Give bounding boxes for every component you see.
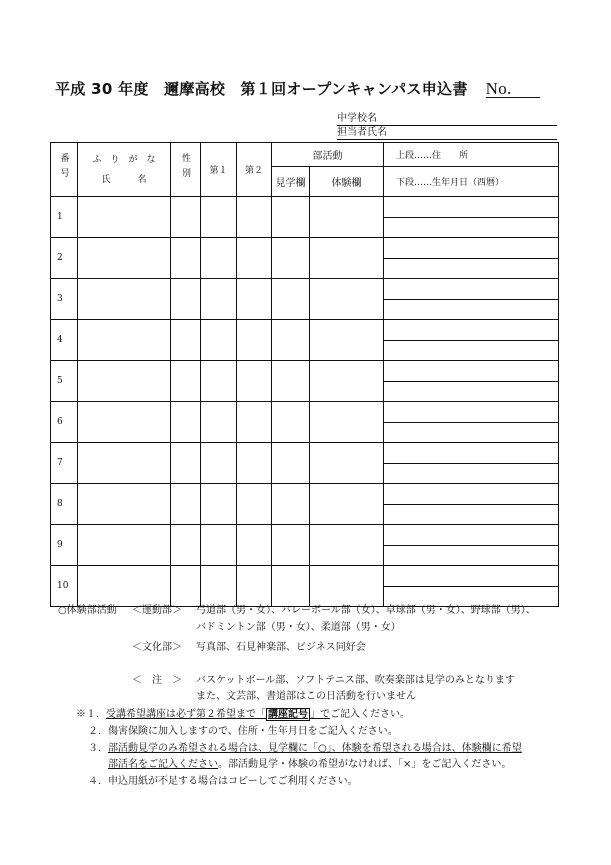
first-choice-cell[interactable] (201, 320, 237, 361)
header-observe: 見学欄 (272, 167, 310, 197)
address-cell[interactable] (384, 238, 559, 279)
sex-cell[interactable] (171, 238, 201, 279)
table-row (51, 197, 559, 238)
birthdate-line[interactable] (384, 464, 558, 483)
address-cell[interactable] (384, 197, 559, 238)
table-row (51, 238, 559, 279)
sex-cell[interactable] (171, 484, 201, 525)
header-second-choice: 第２ (237, 143, 272, 197)
second-choice-cell[interactable] (237, 197, 272, 238)
first-choice-cell[interactable] (201, 443, 237, 484)
table-row (51, 402, 559, 443)
first-choice-cell[interactable] (201, 402, 237, 443)
address-line[interactable] (384, 362, 558, 382)
address-line[interactable] (384, 280, 558, 300)
note-observe-only: バスケットボール部、ソフトテニス部、吹奏楽部は見学のみとなります (196, 675, 515, 686)
birthdate-line[interactable] (384, 423, 558, 442)
header-trial: 体験欄 (310, 167, 384, 197)
first-choice-cell[interactable] (201, 197, 237, 238)
sex-cell[interactable] (171, 402, 201, 443)
second-choice-cell[interactable] (237, 238, 272, 279)
row-number: 9 (51, 525, 78, 566)
address-cell[interactable] (384, 320, 559, 361)
second-choice-cell[interactable] (237, 320, 272, 361)
form-title-text: 平成 30 年度 邇摩高校 第１回オープンキャンパス申込書 (55, 80, 468, 98)
first-choice-cell[interactable] (201, 566, 237, 607)
trial-cell[interactable] (310, 279, 384, 320)
observe-cell[interactable] (272, 361, 310, 402)
sports-clubs-list-cont: バドミントン部（男・女）、柔道部（男・女） (196, 622, 401, 633)
name-cell[interactable] (78, 484, 171, 525)
application-table (50, 142, 559, 607)
address-line[interactable] (384, 403, 558, 423)
birthdate-line[interactable] (384, 259, 558, 278)
row-number: 7 (51, 443, 78, 484)
observe-cell[interactable] (272, 320, 310, 361)
sex-cell[interactable] (171, 443, 201, 484)
address-line[interactable] (384, 444, 558, 464)
header-number: 番号 (51, 143, 78, 197)
sex-cell[interactable] (171, 566, 201, 607)
sports-clubs-label: ＜運動部＞ (132, 605, 182, 616)
trial-cell[interactable] (310, 320, 384, 361)
trial-cell[interactable] (310, 402, 384, 443)
name-cell[interactable] (78, 402, 171, 443)
observe-cell[interactable] (272, 525, 310, 566)
observe-cell[interactable] (272, 566, 310, 607)
address-line[interactable] (384, 321, 558, 341)
note-3-cont: 部活名をご記入ください。部活動見学・体験の希望がなければ、「×」をご記入ください。 (108, 759, 512, 770)
name-cell[interactable] (78, 238, 171, 279)
name-cell[interactable] (78, 525, 171, 566)
sports-clubs-list: 弓道部（男・女）、バレーボール部（女）、卓球部（男・女）、野球部（男）、 (196, 605, 536, 616)
header-address: 上段……住 所 (384, 143, 559, 167)
note-label: ＜ 注 ＞ (132, 675, 182, 686)
table-row (51, 279, 559, 320)
note-4: ４．申込用紙が不足する場合はコピーしてご利用ください。 (88, 776, 358, 787)
first-choice-cell[interactable] (201, 525, 237, 566)
culture-clubs-label: ＜文化部＞ (132, 642, 182, 653)
table-row (51, 320, 559, 361)
address-cell[interactable] (384, 484, 559, 525)
header-birthdate: 下段……生年月日（西暦） (384, 167, 559, 197)
row-number: 1 (51, 197, 78, 238)
school-name-field[interactable]: 中学校名 (337, 113, 557, 126)
birthdate-line[interactable] (384, 382, 558, 401)
address-line[interactable] (384, 198, 558, 218)
form-title (55, 78, 565, 99)
second-choice-cell[interactable] (237, 402, 272, 443)
row-number: 6 (51, 402, 78, 443)
row-number: 5 (51, 361, 78, 402)
observe-cell[interactable] (272, 402, 310, 443)
note-3: ３．部活動見学のみ希望される場合は、見学欄に「○」、体験を希望される場合は、体験欄に希望 (88, 743, 522, 754)
address-line[interactable] (384, 526, 558, 546)
trial-cell[interactable] (310, 566, 384, 607)
sex-cell[interactable] (171, 525, 201, 566)
form-number-label: No. (486, 80, 540, 98)
name-cell[interactable] (78, 566, 171, 607)
sex-cell[interactable] (171, 197, 201, 238)
second-choice-cell[interactable] (237, 566, 272, 607)
second-choice-cell[interactable] (237, 484, 272, 525)
row-number: 8 (51, 484, 78, 525)
table-row (51, 484, 559, 525)
first-choice-cell[interactable] (201, 279, 237, 320)
second-choice-cell[interactable] (237, 525, 272, 566)
row-number: 2 (51, 238, 78, 279)
first-choice-cell[interactable] (201, 484, 237, 525)
name-cell[interactable] (78, 279, 171, 320)
header-first-choice: 第１ (201, 143, 237, 197)
teacher-name-field[interactable]: 担当者氏名 (337, 127, 557, 140)
trial-cell[interactable] (310, 484, 384, 525)
header-club: 部活動 (272, 143, 384, 167)
header-sex: 性別 (171, 143, 201, 197)
address-line[interactable] (384, 239, 558, 259)
second-choice-cell[interactable] (237, 443, 272, 484)
birthdate-line[interactable] (384, 300, 558, 319)
address-cell[interactable] (384, 402, 559, 443)
table-row (51, 361, 559, 402)
address-cell[interactable] (384, 361, 559, 402)
address-line[interactable] (384, 485, 558, 505)
note-no-activity: また、文芸部、書道部はこの日活動を行いません (196, 691, 416, 702)
address-cell[interactable] (384, 566, 559, 607)
trial-cell[interactable] (310, 525, 384, 566)
observe-cell[interactable] (272, 238, 310, 279)
culture-clubs-list: 写真部、石見神楽部、ビジネス同好会 (196, 642, 366, 653)
first-choice-cell[interactable] (201, 361, 237, 402)
sex-cell[interactable] (171, 279, 201, 320)
birthdate-line[interactable] (384, 505, 558, 524)
address-cell[interactable] (384, 525, 559, 566)
sex-cell[interactable] (171, 361, 201, 402)
address-cell[interactable] (384, 443, 559, 484)
observe-cell[interactable] (272, 443, 310, 484)
table-row (51, 443, 559, 484)
note-1: ※１．受講希望講座は必ず第２希望まで「 講座記号 」でご記入ください。 (76, 709, 410, 720)
name-cell[interactable] (78, 320, 171, 361)
name-cell[interactable] (78, 443, 171, 484)
birthdate-line[interactable] (384, 341, 558, 360)
observe-cell[interactable] (272, 484, 310, 525)
name-cell[interactable] (78, 197, 171, 238)
address-cell[interactable] (384, 279, 559, 320)
trial-cell[interactable] (310, 238, 384, 279)
first-choice-cell[interactable] (201, 238, 237, 279)
sex-cell[interactable] (171, 320, 201, 361)
trial-cell[interactable] (310, 197, 384, 238)
observe-cell[interactable] (272, 279, 310, 320)
address-line[interactable] (384, 567, 558, 587)
row-number: 3 (51, 279, 78, 320)
row-number: 10 (51, 566, 78, 607)
birthdate-line[interactable] (384, 218, 558, 237)
second-choice-cell[interactable] (237, 361, 272, 402)
club-activities-label: ○体験部活動 (58, 605, 117, 616)
table-row (51, 525, 559, 566)
trial-cell[interactable] (310, 361, 384, 402)
table-row (51, 566, 559, 607)
second-choice-cell[interactable] (237, 279, 272, 320)
name-cell[interactable] (78, 361, 171, 402)
row-number: 4 (51, 320, 78, 361)
header-name: ふ り が な 氏 名 (78, 143, 171, 197)
observe-cell[interactable] (272, 197, 310, 238)
trial-cell[interactable] (310, 443, 384, 484)
note-2: ２．傷害保険に加入しますので、住所・生年月日をご記入ください。 (88, 726, 398, 737)
birthdate-line[interactable] (384, 546, 558, 565)
